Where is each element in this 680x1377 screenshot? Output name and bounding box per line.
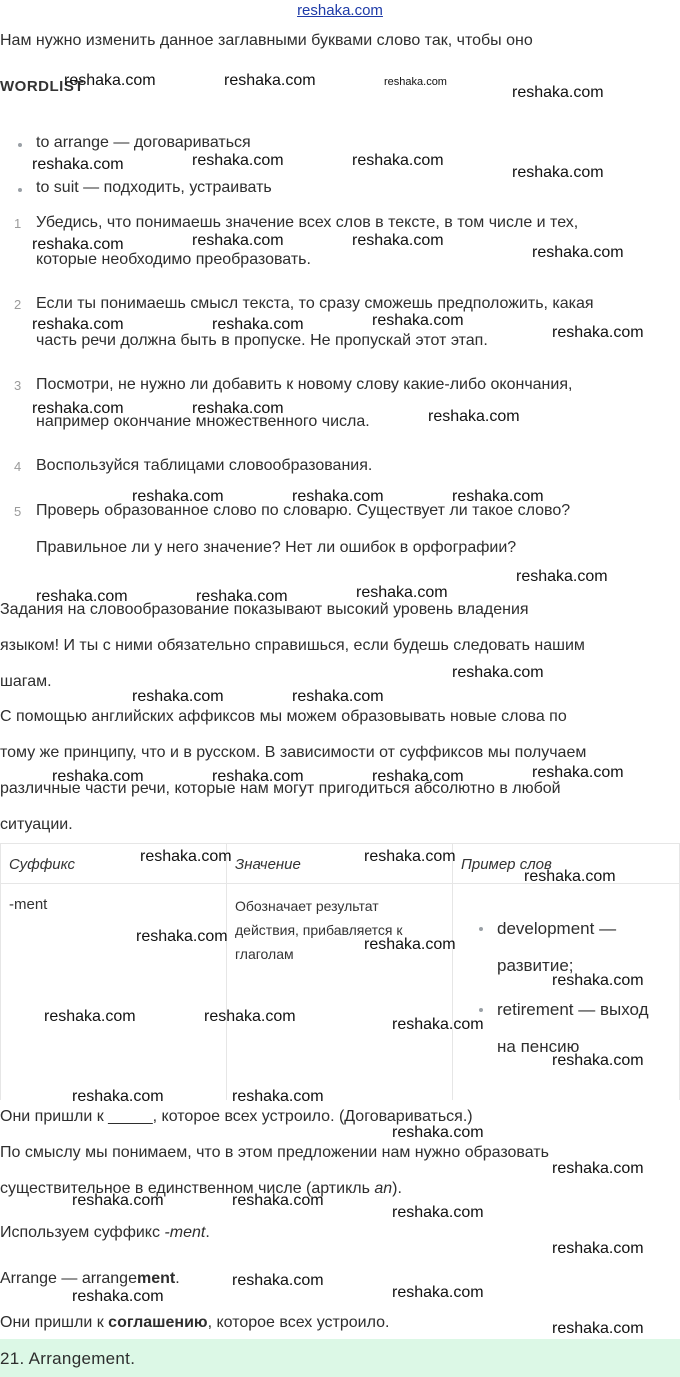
watermark: reshaka.com — [364, 848, 456, 865]
example-line: развитие; — [497, 956, 574, 975]
watermark: reshaka.com — [212, 768, 304, 785]
watermark: reshaka.com — [532, 764, 624, 781]
watermark: reshaka.com — [292, 488, 384, 505]
meaning-line: действия, прибавляется к — [235, 922, 403, 938]
suffix-line: Используем суффикс -ment. — [0, 1224, 210, 1241]
watermark: reshaka.com — [136, 928, 228, 945]
paragraph-line: Задания на словообразование показывают высокий уровень владения — [0, 601, 529, 618]
watermark: reshaka.com — [392, 1016, 484, 1033]
answer-text: 21. Arrangement. — [0, 1349, 136, 1368]
watermark: reshaka.com — [552, 324, 644, 341]
watermark: reshaka.com — [552, 1240, 644, 1257]
watermark: reshaka.com — [72, 1288, 164, 1305]
watermark: reshaka.com — [64, 72, 156, 89]
paragraph-line: языком! И ты с ними обязательно справишься, если будешь следовать нашим — [0, 637, 585, 654]
watermark: reshaka.com — [352, 232, 444, 249]
answer-box — [0, 1339, 680, 1377]
explanation-line: существительное в единственном числе (артикль an). — [0, 1180, 402, 1197]
watermark: reshaka.com — [192, 400, 284, 417]
bullet-dot — [18, 188, 22, 192]
intro-text: Нам нужно изменить данное заглавными буквами слово так, чтобы оно — [0, 32, 533, 49]
watermark: reshaka.com — [392, 1204, 484, 1221]
step-number: 5 — [14, 504, 22, 519]
watermark: reshaka.com — [192, 152, 284, 169]
watermark: reshaka.com — [356, 584, 448, 601]
watermark: reshaka.com — [552, 1052, 644, 1069]
bullet-dot — [18, 143, 22, 147]
site-link[interactable]: reshaka.com — [297, 2, 383, 19]
watermark: reshaka.com — [516, 568, 608, 585]
watermark: reshaka.com — [428, 408, 520, 425]
table-cell-meaning — [227, 884, 453, 1101]
watermark: reshaka.com — [392, 1284, 484, 1301]
watermark: reshaka.com — [32, 156, 124, 173]
watermark: reshaka.com — [452, 488, 544, 505]
watermark: reshaka.com — [192, 232, 284, 249]
step-number: 4 — [14, 459, 22, 474]
final-sentence: Они пришли к соглашению, которое всех устроило. — [0, 1314, 390, 1331]
watermark: reshaka.com — [524, 868, 616, 885]
table-header-examples: Пример слов — [453, 844, 680, 884]
watermark: reshaka.com — [452, 664, 544, 681]
step-text: Воспользуйся таблицами словообразования. — [36, 457, 373, 474]
example-line: development — — [497, 919, 617, 938]
step-text: Посмотри, не нужно ли добавить к новому слову какие-либо окончания, — [36, 376, 573, 393]
watermark: reshaka.com — [212, 316, 304, 333]
bullet-dot — [479, 927, 483, 931]
watermark: reshaka.com — [32, 400, 124, 417]
watermark: reshaka.com — [36, 588, 128, 605]
paragraph-line: С помощью английских аффиксов мы можем образовывать новые слова по — [0, 708, 567, 725]
watermark: reshaka.com — [512, 164, 604, 181]
step-text: Убедись, что понимаешь значение всех слов в тексте, в том числе и тех, — [36, 214, 579, 231]
watermark: reshaka.com — [352, 152, 444, 169]
step-text: Правильное ли у него значение? Нет ли ошибок в орфографии? — [36, 539, 517, 556]
watermark: reshaka.com — [392, 1124, 484, 1141]
watermark: reshaka.com — [552, 972, 644, 989]
task-sentence: Они пришли к _____, которое всех устроило. (Договариваться.) — [0, 1108, 473, 1125]
step-number: 3 — [14, 378, 22, 393]
table-header-meaning: Значение — [227, 844, 453, 884]
watermark: reshaka.com — [512, 84, 604, 101]
watermark: reshaka.com — [232, 1272, 324, 1289]
paragraph-line: тому же принципу, что и в русском. В зависимости от суффиксов мы получаем — [0, 744, 587, 761]
watermark: reshaka.com — [32, 316, 124, 333]
watermark: reshaka.com — [196, 588, 288, 605]
watermark: reshaka.com — [72, 1192, 164, 1209]
watermark: reshaka.com — [292, 688, 384, 705]
watermark: reshaka.com — [384, 76, 447, 88]
watermark: reshaka.com — [132, 688, 224, 705]
watermark: reshaka.com — [232, 1192, 324, 1209]
watermark: reshaka.com — [204, 1008, 296, 1025]
watermark: reshaka.com — [44, 1008, 136, 1025]
derivation-line: Arrange — arrangement. — [0, 1270, 180, 1287]
step-text: часть речи должна быть в пропуске. Не пропускай этот этап. — [36, 332, 488, 349]
watermark: reshaka.com — [372, 768, 464, 785]
paragraph-line: шагам. — [0, 673, 52, 690]
step-text: например окончание множественного числа. — [36, 413, 370, 430]
wordlist-title: WORDLIST — [0, 78, 84, 95]
watermark: reshaka.com — [232, 1088, 324, 1105]
example-line: retirement — выход — [497, 1000, 649, 1019]
step-text: которые необходимо преобразовать. — [36, 251, 311, 268]
example-line: на пенсию — [497, 1037, 580, 1056]
watermark: reshaka.com — [532, 244, 624, 261]
watermark: reshaka.com — [552, 1320, 644, 1337]
watermark: reshaka.com — [32, 236, 124, 253]
step-text: Если ты понимаешь смысл текста, то сразу сможешь предположить, какая — [36, 295, 594, 312]
table-cell-suffix: -ment — [1, 884, 227, 1101]
watermark: reshaka.com — [552, 1160, 644, 1177]
wordlist-item: to arrange — договариваться — [36, 134, 251, 151]
paragraph-line: ситуации. — [0, 816, 73, 833]
watermark: reshaka.com — [140, 848, 232, 865]
watermark: reshaka.com — [52, 768, 144, 785]
step-number: 2 — [14, 297, 22, 312]
step-text: Проверь образованное слово по словарю. Существует ли такое слово? — [36, 502, 571, 519]
paragraph-line: различные части речи, которые нам могут пригодиться абсолютно в любой — [0, 780, 561, 797]
step-number: 1 — [14, 216, 22, 231]
explanation-line: По смыслу мы понимаем, что в этом предложении нам нужно образовать — [0, 1144, 549, 1161]
watermark: reshaka.com — [224, 72, 316, 89]
table-header-suffix: Суффикс — [1, 844, 227, 884]
meaning-line: глаголам — [235, 946, 294, 962]
meaning-line: Обозначает результат — [235, 898, 379, 914]
watermark: reshaka.com — [132, 488, 224, 505]
bullet-dot — [479, 1008, 483, 1012]
watermark: reshaka.com — [72, 1088, 164, 1105]
wordlist-item: to suit — подходить, устраивать — [36, 179, 272, 196]
watermark: reshaka.com — [364, 936, 456, 953]
watermark: reshaka.com — [372, 312, 464, 329]
